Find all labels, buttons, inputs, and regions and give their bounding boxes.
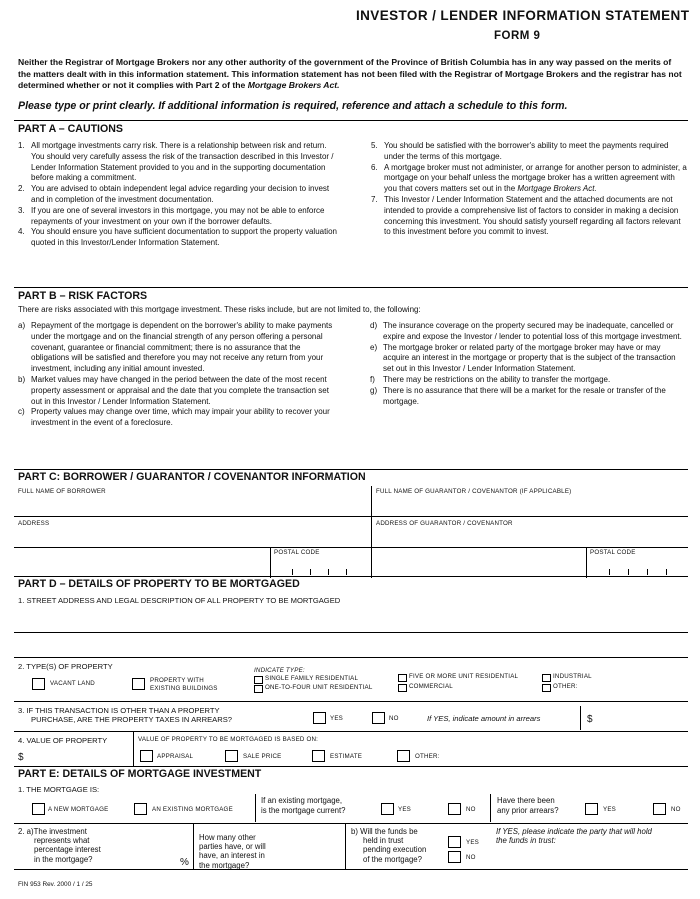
form-revision-footer: FIN 953 Rev. 2000 / 1 / 25 (18, 881, 93, 888)
prior-arrears-question: Have there been any prior arrears? (497, 796, 559, 815)
form-title: INVESTOR / LENDER INFORMATION STATEMENT (356, 8, 690, 23)
five-or-more-label: FIVE OR MORE UNIT RESIDENTIAL (409, 673, 519, 680)
other-value-label: OTHER: (415, 753, 440, 760)
if-existing-question: If an existing mortgage, is the mortgage current? (261, 796, 346, 815)
part-e-title: PART E: DETAILS OF MORTGAGE INVESTMENT (18, 768, 262, 780)
list-item: 7. This Investor / Lender Information Statement and the attached documents are not intended to provide a comprehensive list of factors to consider in making a decision concerning this investment. You should satisfy yourself regarding all factors relevant to this investment before you commit to invest. (371, 194, 681, 237)
part-b-left-list (18, 321, 340, 429)
instruction: Please type or print clearly. If additional information is required, reference and attach a schedule to this form. (18, 100, 568, 112)
arrears-yes-checkbox[interactable] (313, 712, 326, 724)
current-yes-checkbox[interactable] (381, 803, 394, 815)
other-label: OTHER: (553, 683, 578, 690)
prior-no-checkbox[interactable] (653, 803, 666, 815)
yes-label: YES (330, 715, 343, 722)
list-item: e) The mortgage broker or related party of the mortgage broker may have or may acquire an interest in the mortgage or property that is the subject of the transaction set out in this Investor / Lender Information Statement. (370, 342, 676, 374)
trust-question: b) Will the funds be held in trust pending execution of the mortgage? (351, 827, 427, 864)
single-family-label: SINGLE FAMILY RESIDENTIAL (265, 675, 359, 682)
part-b-right-list (370, 321, 688, 407)
existing-mortgage-checkbox[interactable] (134, 803, 147, 815)
part-a-left-list (18, 141, 338, 249)
arrears-question-line1: 3. IF THIS TRANSACTION IS OTHER THAN A PROPERTY (18, 706, 220, 715)
part-b-intro: There are risks associated with this mortgage investment. These risks include, but are not limited to, the following: (18, 305, 421, 314)
divider (14, 632, 688, 633)
current-no-checkbox[interactable] (448, 803, 461, 815)
no-label: NO (671, 806, 681, 813)
list-item: 6. A mortgage broker must not administer, or arrange for another person to administer, a mortgage on your behalf unless the mortgage broker has a written agreement with you that covers matters set out in the Mortgage Brokers Act. (371, 162, 687, 194)
vacant-land-label: VACANT LAND (50, 680, 95, 687)
divider (14, 701, 688, 702)
list-item: 1. All mortgage investments carry risk. There is a relationship between risk and return. You should very carefully assess the risk of the transaction described in this Investor / Lender Information Statement provided to you and in the supporting documentation before making a commitment. (18, 141, 334, 183)
one-to-four-checkbox[interactable] (254, 685, 263, 693)
address-label: ADDRESS (18, 520, 50, 527)
list-item: 3. If you are one of several investors in this mortgage, you may not be able to enforce repayments of your investment on your own if the borrower defaults. (18, 205, 325, 226)
property-value-question: 4. VALUE OF PROPERTY (18, 736, 108, 745)
divider (193, 823, 194, 869)
divider (255, 794, 256, 822)
divider (14, 287, 688, 288)
other-value-checkbox[interactable] (397, 750, 410, 762)
existing-buildings-label: EXISTING BUILDINGS (150, 685, 218, 692)
list-item: c) Property values may change over time, which may impair your ability to recover your investment in the event of a foreclosure. (18, 407, 330, 428)
guarantor-name-label: FULL NAME OF GUARANTOR / COVENANTOR (IF APPLICABLE) (376, 488, 572, 495)
estimate-label: ESTIMATE (330, 753, 363, 760)
divider (371, 486, 372, 578)
value-based-on-label: VALUE OF PROPERTY TO BE MORTGAGED IS BASED ON: (138, 736, 319, 743)
divider (14, 120, 688, 121)
new-mortgage-checkbox[interactable] (32, 803, 45, 815)
five-or-more-checkbox[interactable] (398, 674, 407, 682)
indicate-type-label: INDICATE TYPE: (254, 667, 305, 674)
other-parties-question: How many other parties have, or will have, an interest in the mortgage? (199, 833, 266, 870)
industrial-label: INDUSTRIAL (553, 673, 592, 680)
arrears-question-line2: PURCHASE, ARE THE PROPERTY TAXES IN ARREARS? (31, 715, 233, 724)
divider (14, 516, 688, 517)
divider (345, 823, 346, 869)
existing-buildings-checkbox[interactable] (132, 678, 145, 690)
part-b-title: PART B – RISK FACTORS (18, 290, 148, 302)
new-mortgage-label: A NEW MORTGAGE (48, 806, 109, 813)
trust-party-label: If YES, please indicate the party that will hold the funds in trust: (496, 827, 652, 846)
sale-price-label: SALE PRICE (243, 753, 282, 760)
appraisal-checkbox[interactable] (140, 750, 153, 762)
vacant-land-checkbox[interactable] (32, 678, 45, 690)
divider (14, 469, 688, 470)
part-c-title: PART C: BORROWER / GUARANTOR / COVENANTOR INFORMATION (18, 471, 366, 483)
yes-label: YES (603, 806, 616, 813)
other-checkbox[interactable] (542, 684, 551, 692)
commercial-checkbox[interactable] (398, 684, 407, 692)
list-item: 5. You should be satisfied with the borrower's ability to meet the payments required under the terms of this mortgage. (371, 141, 669, 161)
list-item: b) Market values may have changed in the period between the date of the most recent property assessment or appraisal and the date that you complete the transaction set out in this Investor / Lender Information Statement. (18, 374, 329, 406)
part-d-title: PART D – DETAILS OF PROPERTY TO BE MORTGAGED (18, 578, 300, 590)
property-with-label: PROPERTY WITH (150, 677, 204, 684)
arrears-no-checkbox[interactable] (372, 712, 385, 724)
appraisal-label: APPRAISAL (157, 753, 194, 760)
prior-yes-checkbox[interactable] (585, 803, 598, 815)
divider (580, 706, 581, 730)
guarantor-address-label: ADDRESS OF GUARANTOR / COVENANTOR (376, 520, 513, 527)
percent-sign: % (180, 857, 189, 868)
disclaimer-act: Mortgage Brokers Act. (247, 80, 340, 91)
percentage-question: 2. a)The investment represents what percentage interest in the mortgage? (18, 827, 101, 864)
mortgage-is-question: 1. THE MORTGAGE IS: (18, 785, 100, 794)
divider (14, 823, 688, 824)
divider (14, 657, 688, 658)
divider (14, 731, 688, 732)
property-address-question: 1. STREET ADDRESS AND LEGAL DESCRIPTION OF ALL PROPERTY TO BE MORTGAGED (18, 596, 341, 605)
commercial-label: COMMERCIAL (409, 683, 453, 690)
part-a-title: PART A – CAUTIONS (18, 123, 123, 135)
sale-price-checkbox[interactable] (225, 750, 238, 762)
list-item: a) Repayment of the mortgage is dependent on the borrower's ability to make payments under the mortgage and on the financial strength of any person offering a personal covenant, guarantee or financial commitment; there is no assurance that the obligations will be satisfied and therefore you may not receive any return from your investment, including any initial amount invested. (18, 321, 333, 374)
existing-mortgage-label: AN EXISTING MORTGAGE (152, 806, 233, 813)
divider (586, 547, 587, 578)
borrower-name-label: FULL NAME OF BORROWER (18, 488, 106, 495)
no-label: NO (389, 715, 399, 722)
divider (133, 731, 134, 766)
trust-yes-checkbox[interactable] (448, 836, 461, 848)
list-item: 2. You are advised to obtain independent legal advice regarding your decision to invest and in completion of the investment documentation. (18, 184, 330, 204)
form-number: FORM 9 (494, 30, 541, 42)
postal-code-label: POSTAL CODE (590, 549, 636, 556)
one-to-four-label: ONE-TO-FOUR UNIT RESIDENTIAL (265, 684, 373, 691)
divider (490, 794, 491, 822)
postal-code-label: POSTAL CODE (274, 549, 320, 556)
estimate-checkbox[interactable] (312, 750, 325, 762)
list-item: g) There is no assurance that there will be a market for the resale or transfer of the mortgage. (370, 385, 666, 406)
property-type-question: 2. TYPE(S) OF PROPERTY (18, 662, 113, 671)
no-label: NO (466, 806, 476, 813)
industrial-checkbox[interactable] (542, 674, 551, 682)
list-item: d) The insurance coverage on the property secured may be inadequate, cancelled or expire and expose the Investor / lender to potential loss of this mortgage investment. (370, 321, 682, 341)
divider (14, 766, 688, 767)
divider (14, 576, 688, 577)
no-label: NO (466, 854, 476, 861)
dollar-sign: $ (587, 714, 593, 725)
dollar-sign: $ (18, 752, 24, 763)
arrears-amount-label: If YES, indicate amount in arrears (427, 714, 541, 723)
divider (270, 547, 271, 578)
single-family-checkbox[interactable] (254, 676, 263, 684)
yes-label: YES (466, 839, 479, 846)
yes-label: YES (398, 806, 411, 813)
list-item: f) There may be restrictions on the ability to transfer the mortgage. (370, 374, 611, 384)
disclaimer (18, 57, 684, 92)
trust-no-checkbox[interactable] (448, 851, 461, 863)
disclaimer-text: Neither the Registrar of Mortgage Brokers nor any other authority of the government of the Province of British Columbia has in any way passed on the merits of the matters dealt with in this information statement. This information statement has not been filed with the Registrar of Mortgage Brokers and the registrar has not determined whether or not it complies with Part 2 of the (18, 57, 682, 91)
divider (14, 869, 688, 870)
list-item: 4. You should ensure you have sufficient documentation to support the property valuation quoted in this Investor/Lender Information Statement. (18, 227, 337, 248)
part-a-right-list (371, 141, 689, 238)
